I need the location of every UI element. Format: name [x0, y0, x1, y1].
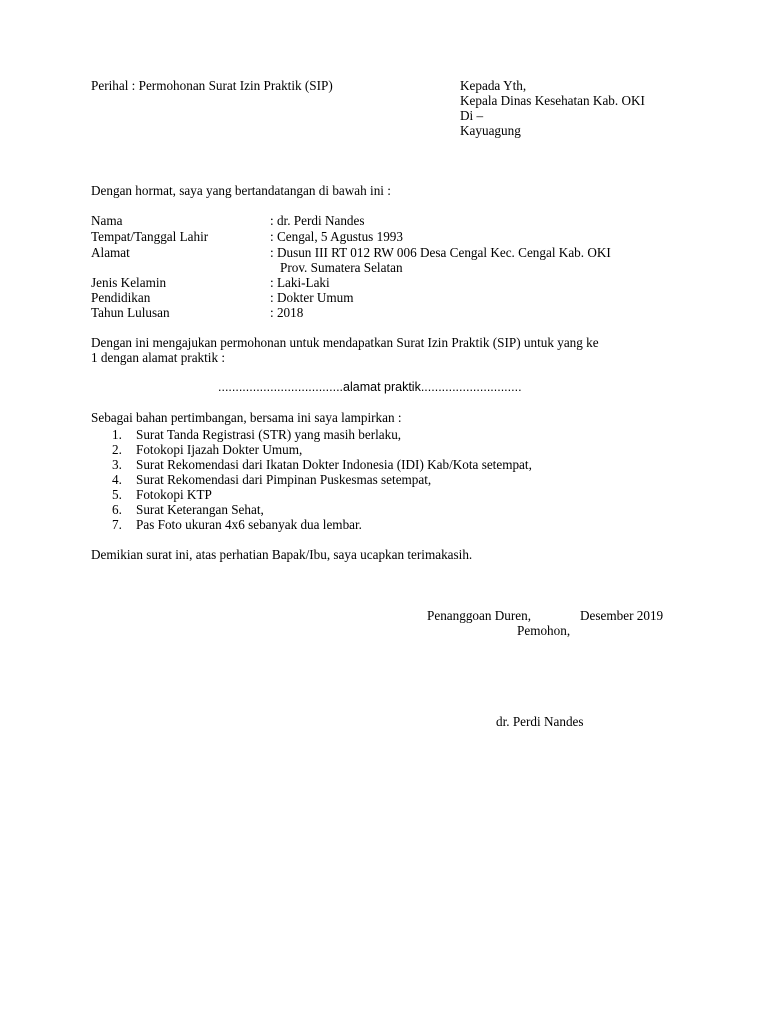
subject-line: Perihal : Permohonan Surat Izin Praktik (SIP) [91, 78, 333, 93]
recipient-line-3: Di – [460, 108, 484, 123]
list-item [112, 502, 264, 517]
closing-sentence: Demikian surat ini, atas perhatian Bapak/Ibu, saya ucapkan terimakasih. [91, 547, 473, 562]
field-label: Tempat/Tanggal Lahir [91, 229, 209, 244]
request-line-1: Dengan ini mengajukan permohonan untuk mendapatkan Surat Izin Praktik (SIP) untuk yang ke [91, 335, 599, 350]
greeting: Dengan hormat, saya yang bertandatangan di bawah ini : [91, 183, 391, 198]
recipient-line-2: Kepala Dinas Kesehatan Kab. OKI [460, 93, 645, 108]
recipient-line-1: Kepada Yth, [460, 78, 527, 93]
list-number: 7. [112, 517, 122, 532]
request-line-2: 1 dengan alamat praktik : [91, 350, 226, 365]
list-item [112, 517, 362, 532]
attachments-intro: Sebagai bahan pertimbangan, bersama ini saya lampirkan : [91, 410, 402, 425]
list-text: Surat Keterangan Sehat, [136, 502, 264, 517]
list-item [112, 427, 401, 442]
list-text: Pas Foto ukuran 4x6 sebanyak dua lembar. [136, 517, 362, 532]
recipient-line-4: Kayuagung [460, 123, 521, 138]
list-item [112, 487, 212, 502]
list-text: Surat Tanda Registrasi (STR) yang masih berlaku, [136, 427, 402, 442]
field-value: : dr. Perdi Nandes [270, 213, 365, 228]
list-text: Fotokopi Ijazah Dokter Umum, [136, 442, 303, 457]
field-label: Pendidikan [91, 290, 151, 305]
list-number: 6. [112, 502, 122, 517]
signature-date: Desember 2019 [580, 608, 664, 623]
list-number: 4. [112, 472, 122, 487]
list-number: 3. [112, 457, 122, 472]
field-label: Jenis Kelamin [91, 275, 167, 290]
field-value: : 2018 [270, 305, 304, 320]
field-value: : Dokter Umum [270, 290, 354, 305]
field-label: Tahun Lulusan [91, 305, 170, 320]
list-number: 2. [112, 442, 122, 457]
field-value: : Cengal, 5 Agustus 1993 [270, 229, 403, 244]
list-item [112, 442, 302, 457]
list-item [112, 472, 431, 487]
field-value: : Laki-Laki [270, 275, 330, 290]
list-text: Surat Rekomendasi dari Ikatan Dokter Indonesia (IDI) Kab/Kota setempat, [136, 457, 532, 472]
list-item [112, 457, 532, 472]
list-text: Fotokopi KTP [136, 487, 212, 502]
list-number: 5. [112, 487, 122, 502]
list-number: 1. [112, 427, 122, 442]
field-label: Nama [91, 213, 123, 228]
signature-name: dr. Perdi Nandes [496, 714, 584, 729]
signature-place: Penanggoan Duren, [427, 608, 532, 623]
signature-role: Pemohon, [517, 623, 571, 638]
field-value-cont: Prov. Sumatera Selatan [280, 260, 403, 275]
field-value: : Dusun III RT 012 RW 006 Desa Cengal Kec. Cengal Kab. OKI [270, 245, 611, 260]
field-label: Alamat [91, 245, 130, 260]
practice-address-placeholder: ....................................alamat praktik............................. [218, 380, 522, 394]
list-text: Surat Rekomendasi dari Pimpinan Puskesmas setempat, [136, 472, 432, 487]
